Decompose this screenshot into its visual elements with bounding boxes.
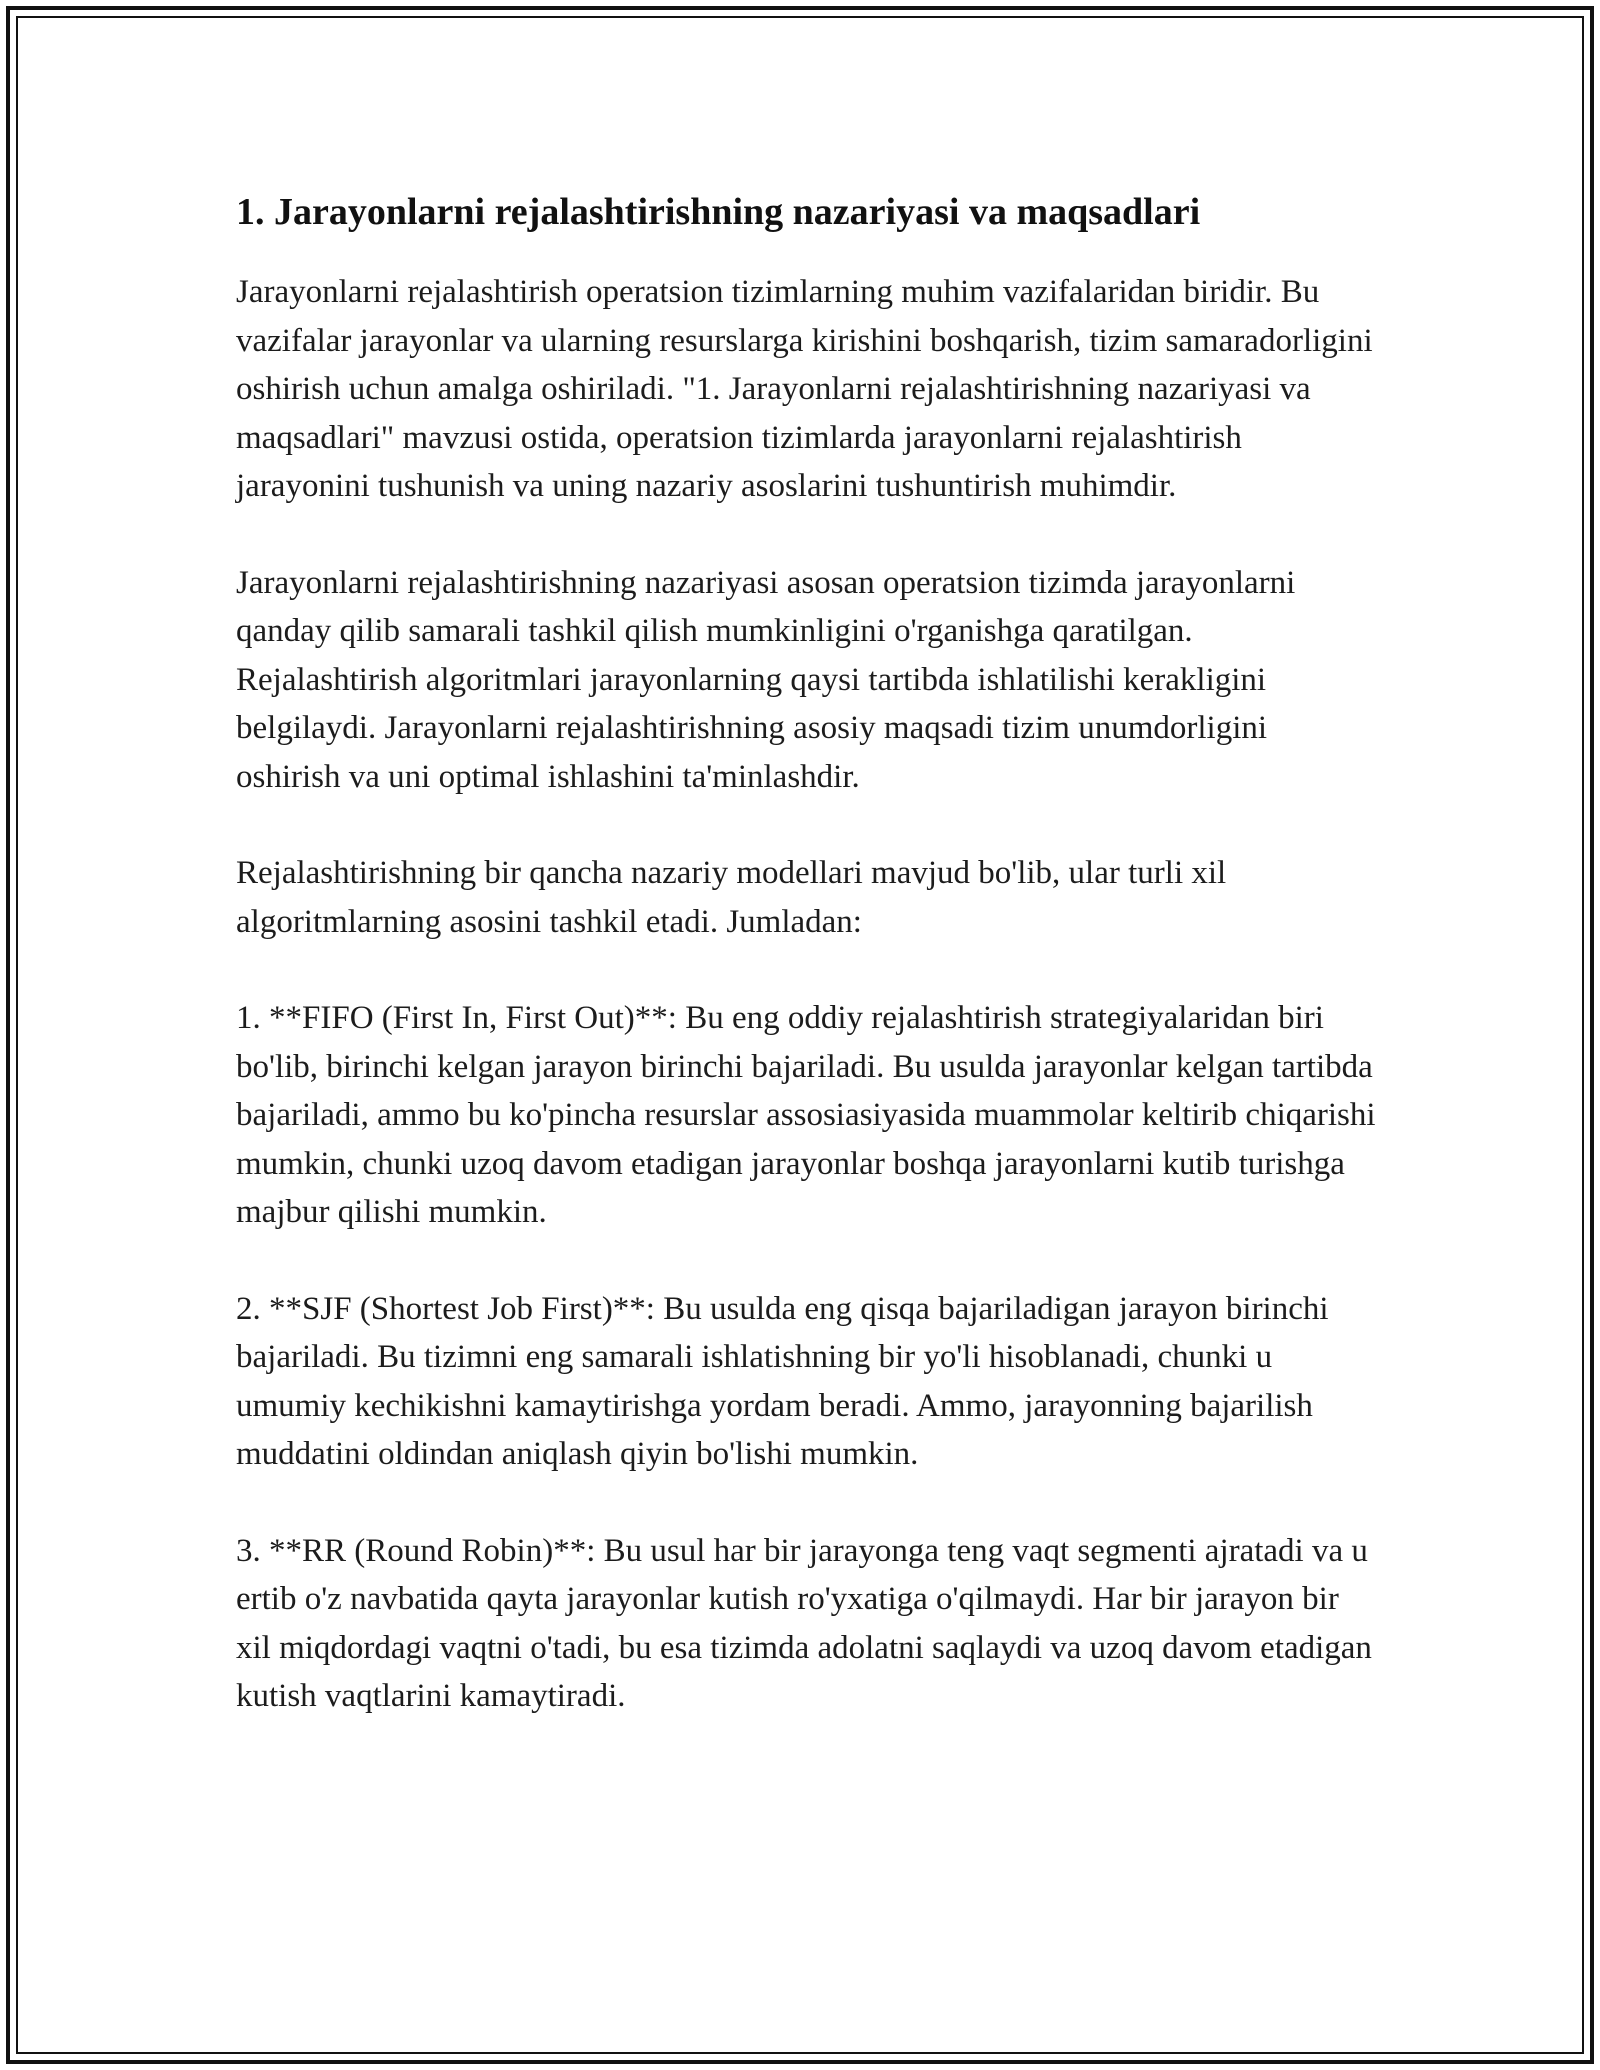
paragraph-fifo: 1. **FIFO (First In, First Out)**: Bu eng oddiy rejalashtirish strategiyalaridan biri bo'lib, birinchi kelgan jarayon birinchi bajariladi. Bu usulda jarayonlar kelgan tartibda bajariladi, ammo bu ko'pincha resurslar assosiasiyasida muammolar keltirib chiqarishi mumkin, chunki uzoq davom etadigan jarayonlar boshqa jarayonlarni kutib turishga majbur qilishi mumkin. <box>236 1000 1376 1230</box>
document-body <box>236 186 1376 1769</box>
paragraph-models: Rejalashtirishning bir qancha nazariy modellari mavjud bo'lib, ular turli xil algoritmlarning asosini tashkil etadi. Jumladan: <box>236 855 1227 940</box>
section-heading: 1. Jarayonlarni rejalashtirishning nazariyasi va maqsadlari <box>236 191 1201 233</box>
paragraph-intro: Jarayonlarni rejalashtirish operatsion tizimlarning muhim vazifalaridan biridir. Bu vazifalar jarayonlar va ularning resurslarga kirishini boshqarish, tizim samaradorligini oshirish uchun amalga oshiriladi. "1. Jarayonlarni rejalashtirishning nazariyasi va maqsadlari" mavzusi ostida, operatsion tizimlarda jarayonlarni rejalashtirish jarayonini tushunish va uning nazariy asoslarini tushuntirish muhimdir. <box>236 274 1373 504</box>
paragraph-theory: Jarayonlarni rejalashtirishning nazariyasi asosan operatsion tizimda jarayonlarni qanday qilib samarali tashkil qilish mumkinligini o'rganishga qaratilgan. Rejalashtirish algoritmlari jarayonlarning qaysi tartibda ishlatilishi kerakligini belgilaydi. Jarayonlarni rejalashtirishning asosiy maqsadi tizim unumdorligini oshirish va uni optimal ishlashini ta'minlashdir. <box>236 564 1296 795</box>
paragraph-sjf: 2. **SJF (Shortest Job First)**: Bu usulda eng qisqa bajariladigan jarayon birinchi bajariladi. Bu tizimni eng samarali ishlatishning bir yo'li hisoblanadi, chunki u umumiy kechikishni kamaytirishga yordam beradi. Ammo, jarayonning bajarilish muddatini oldindan aniqlash qiyin bo'lishi mumkin. <box>236 1290 1329 1472</box>
paragraph-rr: 3. **RR (Round Robin)**: Bu usul har bir jarayonga teng vaqt segmenti ajratadi va u ertib o'z navbatida qayta jarayonlar kutish ro'yxatiga o'qilmaydi. Har bir jarayon bir xil miqdordagi vaqtni o'tadi, bu esa tizimda adolatni saqlaydi va uzoq davom etadigan kutish vaqtlarini kamaytiradi. <box>236 1532 1372 1714</box>
